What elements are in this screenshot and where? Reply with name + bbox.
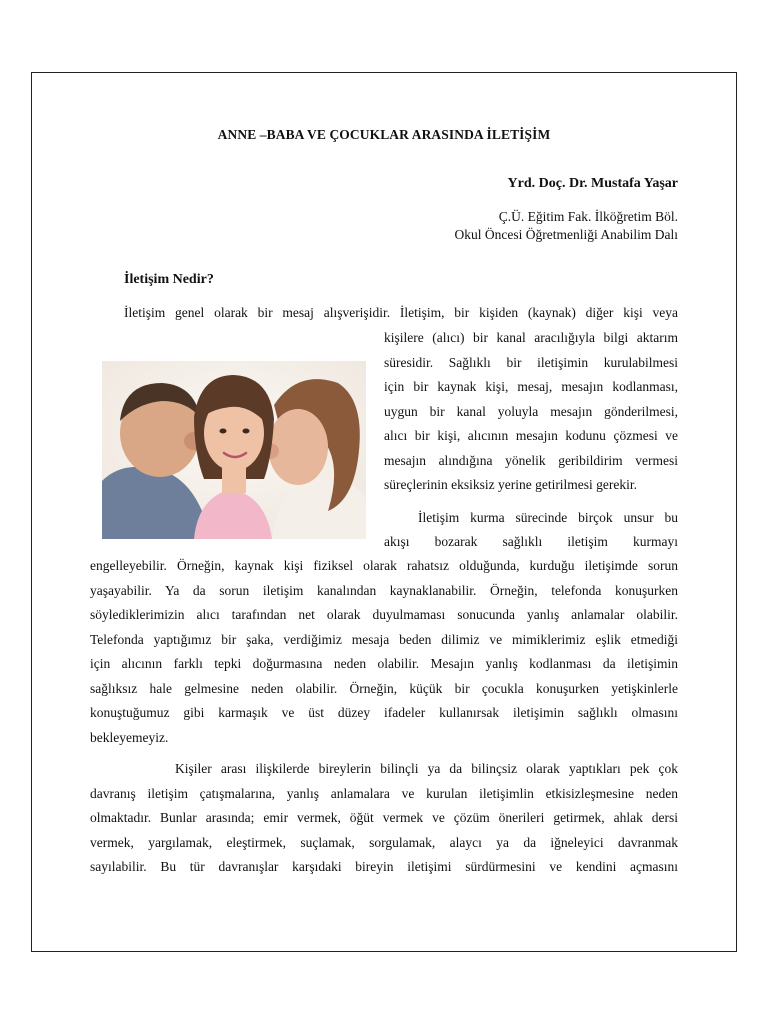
text-line: uygun bir kanal yoluyla mesajın gönderilmesi, [384, 403, 678, 419]
text-line: kişilere (alıcı) bir kanal aracılığıyla bilgi aktarım [384, 330, 678, 345]
text-line: İletişim kurma sürecinde birçok unsur bu [418, 510, 678, 525]
paragraph-1-wrapped [384, 326, 678, 498]
text-line: İletişim genel olarak bir mesaj alışverişidir. İletişim, bir kişiden (kaynak) diğer kişi veya [124, 305, 678, 320]
family-kiss-photo [102, 361, 366, 539]
text-line: sağlıksız hale gelmesine neden olabilir. Örneğin, küçük bir çocukla konuşurken yetişkinlerle [90, 680, 678, 696]
text-line: konuştuğumuz gibi karmaşık ve üst düzey ifadeler kullanırsak iletişimin sağlıklı olmasını [90, 705, 678, 720]
text-line: için alıcının farklı tepki doğurmasına neden olabilir. Mesajın yanlış kodlanması da iletişimin [90, 656, 678, 671]
text-line: bekleyemeyiz. [90, 729, 169, 745]
affiliation-line: Okul Öncesi Öğretmenliği Anabilim Dalı [454, 227, 678, 242]
paragraph-2-first-line [418, 506, 678, 531]
text-line: Telefonda yaptığımız bir şaka, verdiğimiz mesaja beden dilimiz ve mimiklerimiz eşlik etmediği [90, 631, 678, 647]
text-line: süreçlerinin eksiksiz yerine getirilmesi gerekir. [384, 477, 638, 492]
text-line: mesajın alındığına yönelik geribildirim vermesi [384, 452, 678, 468]
text-line: için bir kaynak kişi, mesaj, mesajın kodlanması, [384, 379, 678, 394]
paragraph-1-first-line [124, 301, 678, 326]
document-title: ANNE –BABA VE ÇOCUKLAR ARASINDA İLETİŞİM [217, 127, 551, 142]
text-line: Kişiler arası ilişkilerde bireylerin bilinçli ya da bilinçsiz olarak yaptıkları pek çok [175, 761, 678, 776]
text-line: alıcı bir kişi, alıcının mesajın kodunu çözmesi ve [384, 428, 678, 443]
text-line: akışı bozarak sağlıklı iletişim kurmayı [384, 534, 678, 549]
author-name: Yrd. Doç. Dr. Mustafa Yaşar [507, 176, 678, 191]
document-page [31, 72, 737, 952]
paragraph-3 [90, 757, 678, 880]
paragraph-2-body [90, 554, 678, 750]
family-photo-illustration [102, 361, 366, 539]
text-line: olmaktadır. Bunlar arasında; emir vermek, öğüt vermek ve çözüm önerileri getirmek, ahlak dersi [90, 810, 678, 825]
affiliation-line: Ç.Ü. Eğitim Fak. İlköğretim Böl. [498, 209, 678, 224]
text-line: engelleyebilir. Örneğin, kaynak kişi fiziksel olarak rahatsız olduğunda, kurduğu iletişimde sorun [90, 558, 678, 573]
paragraph-2-wrapped [384, 530, 678, 555]
text-line: söylediklerimizin alıcı tarafından net olarak duyulmaması sonucunda yanlış anlamalar olabilir. [90, 607, 678, 622]
text-line: davranış iletişim çatışmalarına, yanlış anlamalara ve kurulan iletişimlin etkisizleşmesine neden [90, 785, 678, 801]
text-line: sayılabilir. Bu tür davranışlar karşıdaki bireyin iletişimi sürdürmesini ve kendini açmasını [90, 859, 678, 874]
text-line: süresidir. Sağlıklı bir iletişimin kurulabilmesi [384, 354, 678, 370]
text-line: vermek, yargılamak, eleştirmek, suçlamak, sorgulamak, alaycı ya da iğneleyici davranmak [90, 834, 678, 850]
author-affiliation [455, 208, 678, 244]
text-line: yaşayabilir. Ya da sorun iletişim kanalından kaynaklanabilir. Örneğin, telefonda konuşurken [90, 582, 678, 598]
section-heading: İletişim Nedir? [124, 272, 214, 287]
